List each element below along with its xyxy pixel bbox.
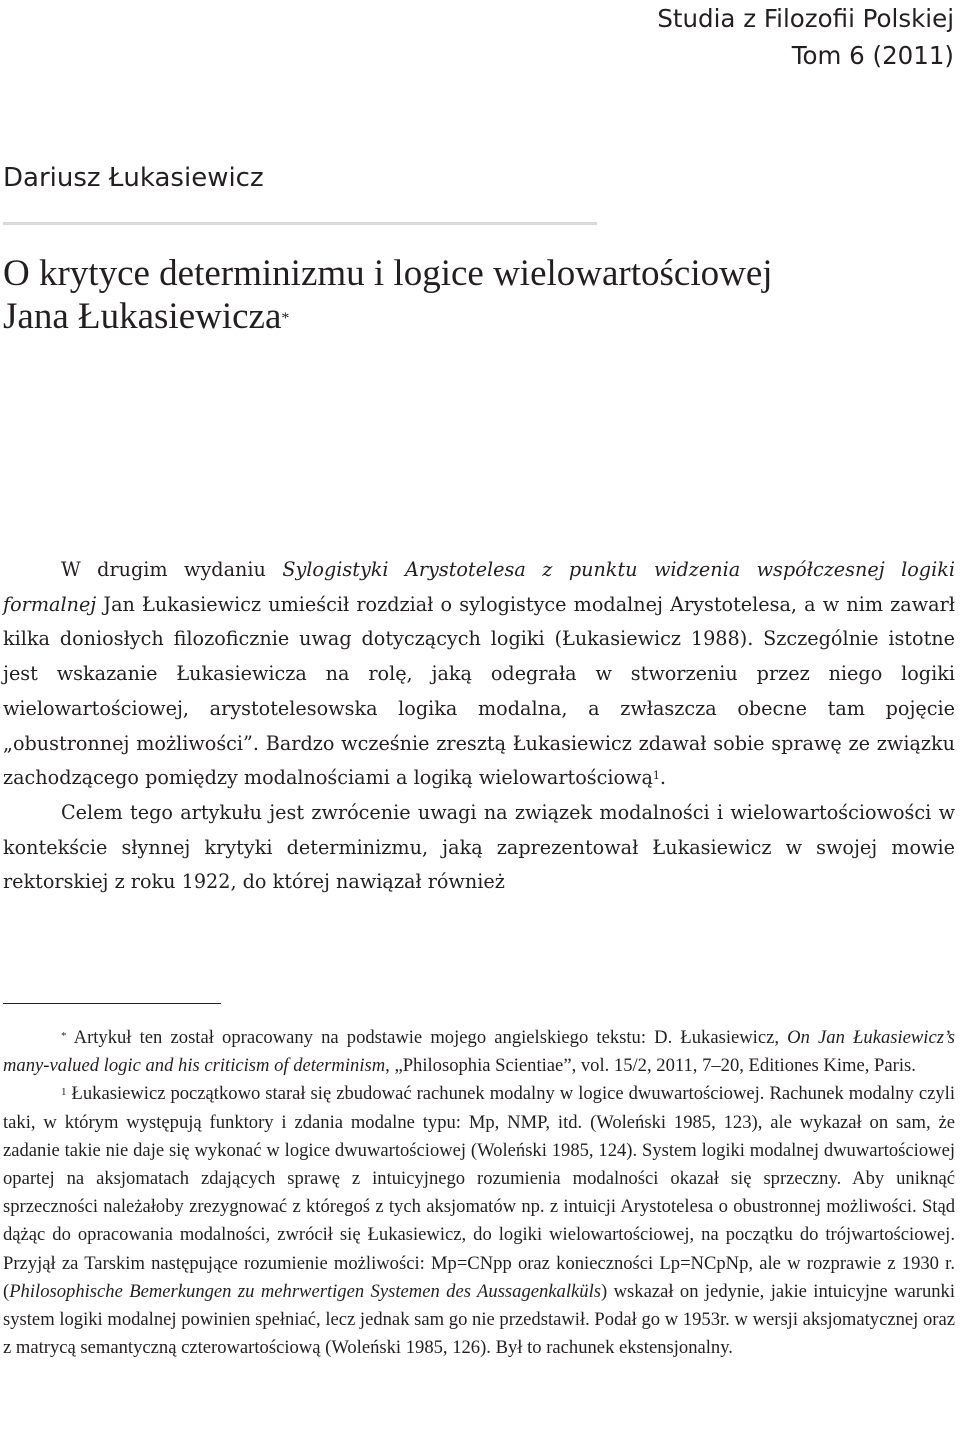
- journal-name: Studia z Filozofii Polskiej: [657, 4, 954, 33]
- footnote-1-text-a: Łukasiewicz początkowo starał się zbudować rachunek modalny w logice dwuwartościowej. Rachunek modalny czyli taki, w którym występują funktory i zdania modalne typu: Mp, NMP, itd. (Woleński 1985, 123), ale wykazał on sam, że zadanie takie nie daje się wykonać w logice dwuwartościowej (Woleński 1985, 124). System logiki modalnej dwuwartościowej opartej na aksjomatach zdających sprawę z intuicyjnego rozumienia modalności okazał się sprzeczny. Aby uniknąć sprzeczności należałoby zrezygnować z któregoś z tych aksjomatów np. z intuicji Arystotelesa o obustronnej możliwości. Stąd dążąc do opracowania modalności, zwrócił się Łukasiewicz, do logiki wielowartościowej, na początku do trójwartościowej. Przyjął za Tarskim następujące rozumienie możliwości: Mp=CNpp oraz konieczności Lp=NCpNp, ale w rozprawie z 1930 r. (: [3, 1083, 955, 1302]
- title-line-2: [3, 295, 903, 338]
- footnote-1: [3, 1080, 955, 1362]
- title-footnote-marker[interactable]: *: [281, 310, 290, 327]
- paragraph-2: Celem tego artykułu jest zwrócenie uwagi na związek modalności i wielowartościowości w kontekście słynnej krytyki determinizmu, jaką zaprezentował Łukasiewicz w swojej mowie rektorskiej z roku 1922, do której nawiązał również: [3, 800, 955, 894]
- divider: [3, 222, 597, 225]
- title-line-1: O krytyce determinizmu i logice wielowartościowej: [3, 253, 773, 294]
- footnotes: [3, 993, 955, 1362]
- author-name: Dariusz Łukasiewicz: [3, 163, 264, 193]
- footnote-1-marker: 1: [61, 1086, 67, 1099]
- footnote-star: [3, 1024, 955, 1080]
- p1-text-end: .: [659, 766, 667, 790]
- footnote-1-text-b: ) wskazał on jedynie, jakie intuicyjne warunki system logiki modalnej powinien spełniać, lecz jednak sam go nie przedstawił. Podał go w 1953r. w wersji aksjomatycznej oraz z matrycą semantyczną czterowartościową (Woleński 1985, 126). Był to rachunek ekstensjonalny.: [3, 1280, 956, 1359]
- footnote-star-text-a: Artykuł ten został opracowany na podstawie mojego angielskiego tekstu: D. Łukasiewicz,: [66, 1027, 788, 1048]
- p1-text-b: Jan Łukasiewicz umieścił rozdział o sylogistyce modalnej Arystotelesa, a w nim zawarł kilka doniosłych filozoficznie uwag dotyczących logiki (Łukasiewicz 1988). Szczególnie istotne jest wskazanie Łukasiewicza na rolę, jaką odegrała w stworzeniu przez niego logiki wielowartościowej, arystotelesowska logika modalna, a zwłaszcza obecne tam pojęcie „obustronnej możliwości”. Bardzo wcześnie zresztą Łukasiewicz zdawał sobie sprawę ze związku zachodzącego pomiędzy modalnościami a logiką wielowartościową: [3, 592, 955, 790]
- footnote-1-title: Philosophische Bemerkungen zu mehrwertigen Systemen des Aussagenkalküls: [9, 1280, 601, 1302]
- title-line-2-text: Jana Łukasiewicza: [3, 296, 282, 337]
- footnote-star-text-b: , „Philosophia Scientiae”, vol. 15/2, 2011, 7–20, Editiones Kime, Paris.: [385, 1055, 916, 1077]
- p1-text-a: W drugim wydaniu: [61, 558, 283, 581]
- footnote-star-marker: *: [61, 1030, 67, 1042]
- footnote-ref-1[interactable]: 1: [652, 769, 660, 783]
- p1-book-title: Sylogistyki Arystotelesa z punktu widzenia współczesnej logiki formalnej: [3, 558, 955, 616]
- journal-volume: Tom 6 (2011): [791, 41, 954, 70]
- paragraph-1: [3, 553, 955, 796]
- journal-header: [657, 0, 954, 74]
- article-title: [3, 252, 903, 338]
- footnote-star-title: On Jan Łukasiewicz’s many-valued logic and his criticism of determinism: [3, 1027, 955, 1077]
- article-body: [3, 553, 955, 900]
